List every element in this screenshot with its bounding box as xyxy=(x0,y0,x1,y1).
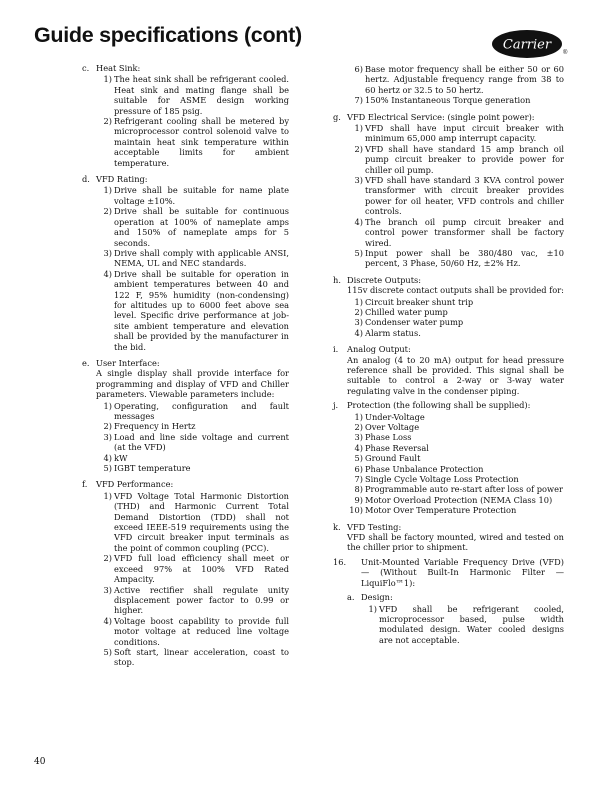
item-list xyxy=(82,185,289,352)
section-label: f. xyxy=(82,479,88,490)
section-heading xyxy=(82,358,289,368)
item-number: 6) xyxy=(354,64,363,74)
continued-list xyxy=(333,64,564,106)
item-text: Alarm status. xyxy=(365,327,421,338)
item-text: Drive shall be suitable for operation in ambient temperatures between 40 and 122 F, 95% humidity (non-condensing) for altitudes up to 6000 feet above sea level. Specific drive performance at job-site ambient temperature and elevation shall be provided by the manufacturer in the bid. xyxy=(114,268,289,352)
list-item xyxy=(333,505,564,515)
section-label: e. xyxy=(82,357,90,368)
item-number: 4) xyxy=(354,327,363,338)
registered-mark: ® xyxy=(563,50,568,56)
list-item xyxy=(333,307,564,317)
section-title: VFD Electrical Service: (single point power): xyxy=(347,111,535,122)
item-number: 2) xyxy=(354,306,363,317)
item-text: VFD Voltage Total Harmonic Distortion (THD) and Harmonic Current Total Demand Distortion (TDD) shall not exceed IEEE-519 requirements using the VFD circuit breaker input terminals as the point of common coupling (PCC). xyxy=(114,490,289,553)
item-number: 4) xyxy=(354,442,363,453)
list-item xyxy=(82,432,289,453)
item-number: 3) xyxy=(354,432,363,443)
section-heading xyxy=(347,592,564,602)
item-number: 1) xyxy=(103,490,112,501)
spec-section xyxy=(82,358,289,479)
item-text: VFD shall be refrigerant cooled, microprocessor based, pulse width modulated design. Water cooled designs are not acceptable. xyxy=(379,603,564,645)
item-number: 9) xyxy=(354,494,363,505)
list-item xyxy=(82,463,289,473)
item-number: 5) xyxy=(354,247,363,258)
list-item xyxy=(82,553,289,584)
item-number: 7) xyxy=(354,95,363,106)
item-number: 3) xyxy=(103,247,112,258)
item-text: Input power shall be 380/480 vac, ±10 percent, 3 Phase, 50/60 Hz, ±2% Hz. xyxy=(365,247,564,269)
spec-section xyxy=(82,63,289,174)
list-item xyxy=(82,269,289,352)
item-number: 2) xyxy=(103,116,112,127)
item-text: Chilled water pump xyxy=(365,306,448,317)
item-number: 3) xyxy=(103,584,112,595)
section-paragraph: VFD shall be factory mounted, wired and tested on the chiller prior to shipment. xyxy=(347,532,564,553)
list-item xyxy=(347,604,564,646)
section-title: User Interface: xyxy=(96,357,160,368)
item-text: Drive shall be suitable for name plate voltage ±10%. xyxy=(114,185,289,206)
section-heading xyxy=(333,112,564,122)
item-text: Phase Unbalance Protection xyxy=(365,463,484,474)
list-item xyxy=(333,474,564,484)
section-heading xyxy=(333,522,564,532)
list-item xyxy=(333,328,564,338)
section-label: j. xyxy=(333,400,339,411)
list-item xyxy=(333,144,564,175)
item-text: The heat sink shall be refrigerant cooled. Heat sink and mating flange shall be suitable for ASME design working pressure of 185 psig. xyxy=(114,74,289,116)
item-text: Programmable auto re-start after loss of power xyxy=(365,484,563,495)
section-label: c. xyxy=(82,63,90,73)
item-text: Over Voltage xyxy=(365,422,420,432)
right-column xyxy=(333,63,564,651)
item-number: 5) xyxy=(103,463,112,474)
section-label: a. xyxy=(347,592,355,603)
list-item xyxy=(333,64,564,95)
list-item xyxy=(333,95,564,105)
page-number: 40 xyxy=(34,757,46,767)
section-gap xyxy=(347,647,564,651)
item-number: 4) xyxy=(103,452,112,463)
section-title: VFD Performance: xyxy=(96,479,174,490)
item-text: kW xyxy=(114,452,128,463)
section-heading xyxy=(333,344,564,354)
item-number: 1) xyxy=(103,74,112,85)
item-text: Motor Overload Protection (NEMA Class 10) xyxy=(365,494,553,505)
item-text: 150% Instantaneous Torque generation xyxy=(365,95,531,106)
section-label: i. xyxy=(333,344,339,355)
item-number: 4) xyxy=(103,268,112,279)
section-heading xyxy=(333,400,564,410)
section-gap xyxy=(82,670,289,674)
item-number: 2) xyxy=(354,422,363,432)
section-paragraph: 115v discrete contact outputs shall be provided for: xyxy=(347,285,564,296)
item-text: Under-Voltage xyxy=(365,411,425,422)
section-heading xyxy=(333,275,564,285)
item-number: 3) xyxy=(103,431,112,442)
item-text: IGBT temperature xyxy=(114,463,191,474)
item-number: 1) xyxy=(103,400,112,411)
item-text: Refrigerant cooling shall be metered by microprocessor control solenoid valve to maintain heat sink temperature within acceptable limits for ambient temperature. xyxy=(114,116,289,168)
item-number: 1) xyxy=(354,123,363,134)
item-text: Soft start, linear acceleration, coast to stop. xyxy=(114,646,289,668)
item-list xyxy=(347,604,564,646)
section-paragraph: A single display shall provide interface for programming and display of VFD and Chiller parameters. Viewable parameters include: xyxy=(96,368,289,400)
item-text: VFD full load efficiency shall meet or exceed 97% at 100% VFD Rated Ampacity. xyxy=(114,553,289,585)
item-text: Drive shall be suitable for continuous operation at 100% of nameplate amps and 150% of nameplate amps for 5 seconds. xyxy=(114,206,289,248)
section-title: VFD Rating: xyxy=(96,174,148,185)
spec-item-16 xyxy=(333,557,564,588)
page-title: Guide specifications (cont) xyxy=(34,23,302,47)
section-heading xyxy=(82,479,289,489)
list-item xyxy=(82,248,289,269)
section-heading xyxy=(82,63,289,73)
carrier-logo xyxy=(491,29,563,59)
list-item xyxy=(82,185,289,206)
section-title: Discrete Outputs: xyxy=(347,274,422,285)
list-item xyxy=(333,412,564,422)
item-text: Load and line side voltage and current (at the VFD) xyxy=(114,431,289,453)
item-number: 10) xyxy=(349,505,363,516)
item-number: 1) xyxy=(354,296,363,307)
list-item xyxy=(333,297,564,307)
item-text: VFD shall have standard 15 amp branch oil pump circuit breaker to provide power for chiller oil pump. xyxy=(365,143,564,175)
section-label: d. xyxy=(82,174,90,185)
item-text: Voltage boost capability to provide full motor voltage at reduced line voltage conditions. xyxy=(114,615,289,647)
section-title: Analog Output: xyxy=(347,344,411,355)
item-number: 3) xyxy=(354,317,363,328)
list-item xyxy=(333,432,564,442)
item-number: 5) xyxy=(354,453,363,464)
section-label: h. xyxy=(333,274,341,285)
section-title: Protection (the following shall be supplied): xyxy=(347,400,531,411)
item-16-number: 16. xyxy=(333,556,347,567)
item-number: 4) xyxy=(103,615,112,626)
item-text: Active rectifier shall regulate unity displacement power factor to 0.99 or higher. xyxy=(114,584,289,616)
spec-section xyxy=(333,592,564,651)
item-number: 2) xyxy=(354,143,363,154)
list-item xyxy=(82,647,289,668)
spec-section xyxy=(333,112,564,275)
item-text: Base motor frequency shall be either 50 or 60 hertz. Adjustable frequency range from 38 to 60 hertz or 32.5 to 50 hertz. xyxy=(365,64,564,95)
section-title: Heat Sink: xyxy=(96,63,141,73)
list-item xyxy=(82,453,289,463)
list-item xyxy=(333,495,564,505)
svg-text:Carrier: Carrier xyxy=(502,37,552,53)
item-text: Frequency in Hertz xyxy=(114,421,196,432)
item-number: 2) xyxy=(103,553,112,564)
left-column xyxy=(82,63,289,674)
spec-section xyxy=(333,275,564,344)
list-item xyxy=(333,422,564,432)
list-item xyxy=(82,206,289,248)
item-text: Ground Fault xyxy=(365,453,421,464)
list-item xyxy=(82,585,289,616)
item-number: 2) xyxy=(103,206,112,217)
list-item xyxy=(333,443,564,453)
item-number: 1) xyxy=(354,411,363,422)
item-number: 3) xyxy=(354,175,363,186)
item-number: 6) xyxy=(354,463,363,474)
item-text: Condenser water pump xyxy=(365,317,464,328)
list-item xyxy=(333,464,564,474)
section-label: g. xyxy=(333,111,341,122)
list-item xyxy=(82,116,289,168)
item-text: VFD shall have standard 3 KVA control power transformer with circuit breaker provides power for oil heater, VFD controls and chiller controls. xyxy=(365,175,564,217)
list-item xyxy=(82,74,289,116)
item-text: The branch oil pump circuit breaker and control power transformer shall be factory wired. xyxy=(365,216,564,248)
spec-section xyxy=(82,479,289,673)
list-item xyxy=(82,616,289,647)
list-item xyxy=(333,453,564,463)
item-text: Circuit breaker shunt trip xyxy=(365,296,474,307)
item-text: VFD shall have input circuit breaker with minimum 65,000 amp interrupt capacity. xyxy=(365,123,564,144)
item-list xyxy=(82,74,289,168)
item-number: 4) xyxy=(354,216,363,227)
list-item xyxy=(333,175,564,217)
item-number: 1) xyxy=(103,185,112,196)
section-paragraph: An analog (4 to 20 mA) output for head pressure reference shall be provided. This signal shall be suitable to control a 2-way or 3-way water regulating valve in the condenser piping. xyxy=(347,354,564,396)
item-text: Drive shall comply with applicable ANSI, NEMA, UL and NEC standards. xyxy=(114,247,289,269)
item-number: 7) xyxy=(354,474,363,485)
list-item xyxy=(333,217,564,248)
item-text: Phase Reversal xyxy=(365,442,429,453)
item-text: Operating, configuration and fault messages xyxy=(114,400,289,421)
list-item xyxy=(82,491,289,553)
item-text: Single Cycle Voltage Loss Protection xyxy=(365,474,519,485)
list-item xyxy=(333,317,564,327)
section-title: VFD Testing: xyxy=(347,521,402,532)
section-label: k. xyxy=(333,521,341,532)
item-list xyxy=(333,412,564,516)
list-item xyxy=(82,421,289,431)
list-item xyxy=(333,248,564,269)
section-title: Design: xyxy=(361,592,393,603)
list-item xyxy=(333,484,564,494)
item-number: 2) xyxy=(103,421,112,432)
item-number: 1) xyxy=(368,603,377,614)
item-list xyxy=(82,401,289,474)
item-text: Motor Over Temperature Protection xyxy=(365,505,517,516)
item-16-text: Unit-Mounted Variable Frequency Drive (VFD) — (Without Built-In Harmonic Filter — LiquiFlo™1): xyxy=(361,556,564,588)
item-list xyxy=(333,297,564,339)
item-list xyxy=(333,123,564,269)
item-list xyxy=(82,491,289,668)
spec-section xyxy=(333,344,564,400)
list-item xyxy=(82,401,289,422)
spec-section xyxy=(333,400,564,521)
spec-section xyxy=(82,174,289,358)
item-number: 5) xyxy=(103,646,112,657)
item-text: Phase Loss xyxy=(365,432,412,443)
section-heading xyxy=(82,174,289,184)
item-number: 8) xyxy=(354,484,363,495)
list-item xyxy=(333,123,564,144)
spec-section xyxy=(333,522,564,557)
